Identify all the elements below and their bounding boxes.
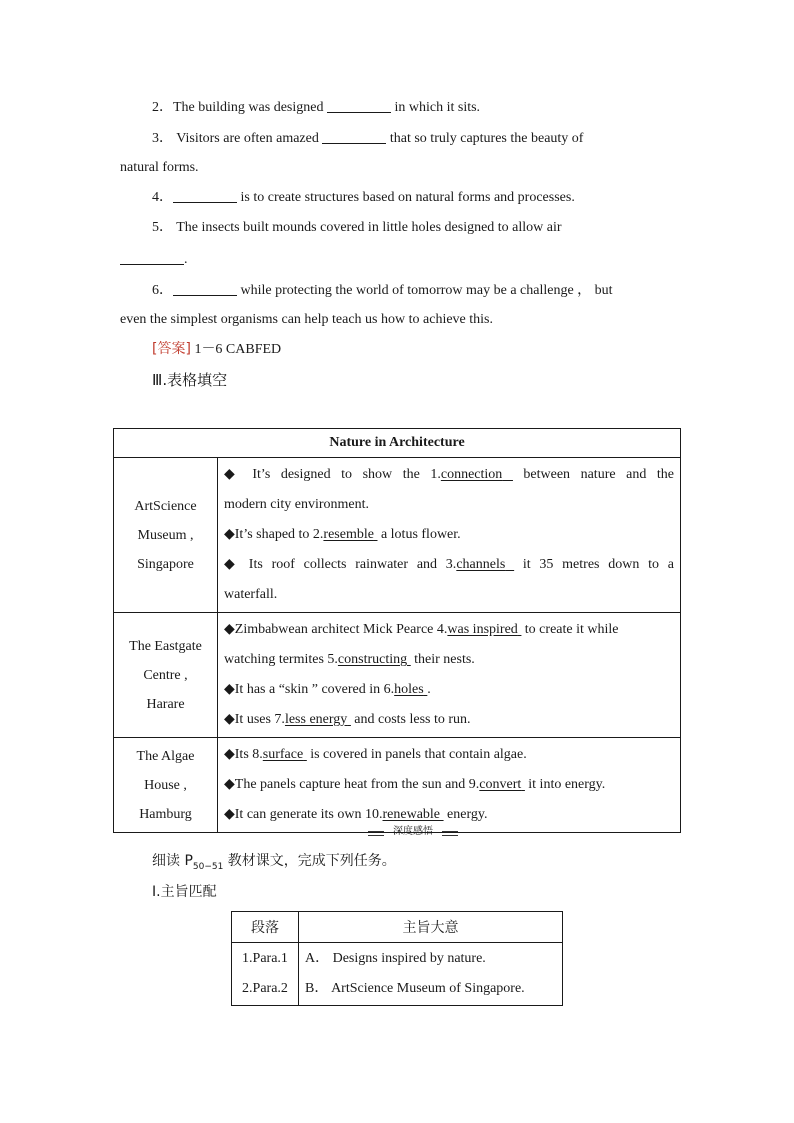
filled-answer: constructing (337, 652, 408, 667)
desc-text: energy. (443, 807, 488, 822)
idea-item: B． ArtScience Museum of Singapore. (305, 981, 525, 996)
question-5-cont (120, 250, 188, 269)
reading-instruction (152, 852, 396, 876)
q4-number: 4． (152, 190, 173, 205)
desc-text: . (427, 682, 431, 697)
place-line: House , (144, 777, 187, 793)
answer-text: 1－6 CABFED (190, 342, 282, 357)
table-title: Nature in Architecture (114, 429, 681, 458)
desc-line (224, 615, 674, 645)
filled-answer: less energy (284, 712, 348, 727)
place-line: The Algae (136, 748, 195, 764)
filled-answer: convert (479, 777, 522, 792)
desc-line (224, 550, 674, 580)
paragraph-item: 2.Para.2 (242, 981, 288, 996)
question-6 (152, 281, 613, 300)
table-row (114, 738, 681, 833)
section-1-title: Ⅰ.主旨匹配 (152, 884, 217, 900)
place-line: Centre , (143, 667, 188, 683)
q3-text: 3． Visitors are often amazed (152, 131, 323, 146)
section-3-title: Ⅲ.表格填空 (152, 371, 228, 389)
banner-label: 深度感悟 (393, 826, 433, 837)
desc-line (224, 460, 674, 490)
desc-text: between nature and the (512, 467, 674, 482)
filled-answer: channels (456, 557, 506, 572)
desc-text: their nests. (410, 652, 475, 667)
description-cell (218, 458, 681, 613)
desc-text: modern city environment. (224, 497, 370, 512)
q5-end: . (184, 252, 188, 267)
desc-text: waterfall. (224, 587, 278, 602)
desc-text: is covered in panels that contain algae. (306, 747, 527, 762)
table-row (114, 613, 681, 738)
desc-line (224, 770, 674, 800)
page-range: 50−51 (192, 861, 224, 872)
question-2 (152, 98, 480, 117)
place-line: Museum , (137, 527, 194, 543)
question-5: 5． The insects built mounds covered in little holes designed to allow air (152, 220, 562, 235)
desc-text: ◆Zimbabwean architect Mick Pearce 4. (224, 622, 448, 637)
idea-item: A． Designs inspired by nature. (305, 951, 486, 966)
answer-blank[interactable] (327, 98, 391, 113)
question-3-cont: natural forms. (120, 160, 199, 175)
desc-line (224, 490, 674, 520)
answer-tag: [答案] (152, 341, 191, 357)
desc-text: to create it while (521, 622, 619, 637)
desc-text: it 35 metres down to a (514, 557, 675, 572)
desc-line (224, 520, 674, 550)
q6-number: 6． (152, 283, 173, 298)
place-line: Harare (146, 696, 185, 712)
desc-text: and costs less to run. (350, 712, 471, 727)
desc-text: ◆It uses 7. (224, 712, 285, 727)
description-cell (218, 613, 681, 738)
desc-line (224, 675, 674, 705)
q4-text: is to create structures based on natural forms and processes. (237, 190, 575, 205)
filled-answer: holes (394, 682, 424, 697)
paragraph-cell (232, 943, 299, 1006)
header-main-idea: 主旨大意 (299, 912, 563, 943)
filled-answer: was inspired (447, 622, 518, 637)
place-line: Hamburg (139, 806, 192, 822)
question-6-cont: even the simplest organisms can help teach us how to achieve this. (120, 312, 493, 327)
place-line: ArtScience (134, 498, 197, 514)
filled-answer: surface (262, 747, 304, 762)
q2-text: 2．The building was designed (152, 100, 327, 115)
desc-text: it into energy. (524, 777, 606, 792)
desc-text: ◆It’s shaped to 2. (224, 527, 324, 542)
place-line: The Eastgate (129, 638, 202, 654)
filled-answer: renewable (382, 807, 441, 822)
desc-text: ◆ It’s designed to show the 1. (224, 467, 441, 482)
desc-line (224, 705, 674, 735)
desc-line (224, 740, 674, 770)
question-3 (152, 129, 583, 148)
place-cell (114, 613, 218, 738)
instruction-text: 教材课文，完成下列任务。 (223, 853, 396, 869)
paragraph-item: 1.Para.1 (242, 951, 288, 966)
desc-text: ◆The panels capture heat from the sun and 9. (224, 777, 480, 792)
desc-text: a lotus flower. (377, 527, 461, 542)
answer-blank[interactable] (173, 281, 237, 296)
desc-text: ◆ Its roof collects rainwater and 3. (224, 557, 457, 572)
desc-text: ◆It has a “skin ” covered in 6. (224, 682, 395, 697)
nature-architecture-table (113, 428, 681, 833)
filled-answer: connection (440, 467, 503, 482)
q2-text-end: in which it sits. (390, 100, 481, 115)
question-4 (152, 188, 575, 207)
desc-text: watching termites 5. (224, 652, 338, 667)
description-cell (218, 738, 681, 833)
place-cell (114, 458, 218, 613)
section-banner (368, 825, 458, 838)
place-line: Singapore (137, 556, 194, 572)
table-row (114, 458, 681, 613)
desc-text: ◆It can generate its own 10. (224, 807, 383, 822)
desc-line (224, 580, 674, 610)
header-paragraph: 段落 (232, 912, 299, 943)
instruction-text: 细读 P (152, 853, 193, 869)
answer-line (152, 340, 281, 359)
q6-text: while protecting the world of tomorrow may be a challenge ， but (237, 283, 613, 298)
idea-cell (299, 943, 563, 1006)
q3-text-mid: that so truly captures the beauty of (386, 131, 584, 146)
desc-text: ◆Its 8. (224, 747, 263, 762)
answer-blank[interactable] (322, 129, 386, 144)
answer-blank[interactable] (173, 188, 237, 203)
desc-line (224, 645, 674, 675)
answer-blank[interactable] (120, 250, 184, 265)
place-cell (114, 738, 218, 833)
filled-answer: resemble (323, 527, 374, 542)
main-idea-table (231, 911, 563, 1006)
banner-bar (442, 831, 458, 836)
banner-bar (368, 831, 384, 836)
